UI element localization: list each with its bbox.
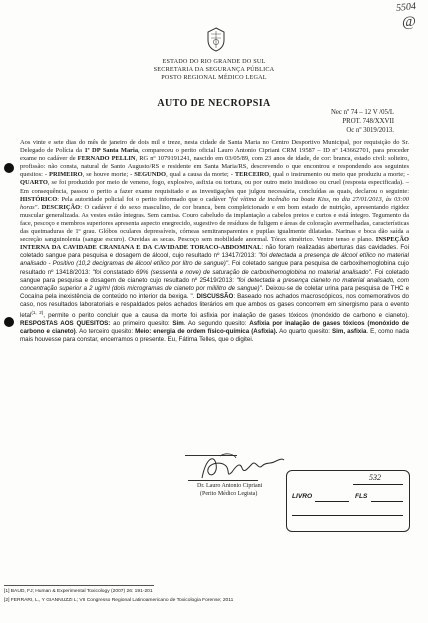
body-text: , qual a causa da morte; - [166,171,235,179]
occurrence-number: Oc nº 3019/2013. [346,127,394,134]
police-quote: "foi vítima de incêndio na boate Kiss, no dia 27/01/2013, às 03:00 horas" [20,195,409,211]
section-label-internal-inspection: INSPEÇÃO INTERNA DA CAVIDADE CRANIANA E DA CAVIDADE TORACO-ABDOMINAL [20,236,409,252]
body-text: . E, como nada mais houvesse para constar, encerramos o presente. Eu, Fátima Telles, que o digitei. [20,328,410,344]
footnote-1: [1] BAUD, FJ; Human & Experimental Toxicology (2007) 26: 191-201 [4,589,153,594]
answer-4: Sim, asfixia [332,328,367,336]
body-text: : O cadáver é do sexo masculino, de cor branca, bem compleicionado e em bom estado de nutrição, apresentando rigidez muscular generalizada. As vestes estão íntegras. Sem camisa. Couro cabeludo da implantação a cabelos pretos e curtos e está íntegro. Tegumento da face, pescoço e membros superiores apresenta aspecto enegrecido, sugestivo de resíduos de fuligem e áreas de coloração avermelhadas, características das queimaduras de 1º grau. Glóbos oculares depressíveis, córneas semitransparentes e pupilas igualmente dilatadas. Narinas e boca dão saída a secreção sanguinolenta (sangue escuro). Ouvidas as secas. Pescoço sem mobilidade anormal. Tórax simétrico. Ventre tenso e plano. [20,203,410,244]
stamp-book-line [315,501,349,502]
stamp-book-label: LIVRO [292,493,313,500]
punch-hole [4,317,14,327]
section-label-discussion: DISCUSSÃO [196,292,234,300]
answer-3: Meio: energia de ordem físico-química (Asfixia). [135,328,278,336]
signatory-title: (Perito Médico Legista) [200,491,258,497]
body-text: . Ao segundo quesito: [183,320,250,328]
police-station: 1ª DP Santa Maria [84,147,139,155]
footnote-2: [2] FERRARI, L., Y GIANNUZZI L; VII Congresso Regional Latinoamericano de Toxicologia Forense; 2011 [4,598,234,603]
footnote-rule [4,585,154,586]
punch-hole [4,163,14,173]
protocol-stamp [286,470,410,532]
body-text: , se houve morte; - [82,171,135,179]
body-text: . Deixou-se de coletar urina para pesquisa de THC e Cocaína pela inexistência de conteúdo no interior da bexiga. ". [20,284,410,300]
stamp-protocol-value: 532 [369,473,381,482]
necropsy-number: Nec nº 74 – 12 V /05/L [330,109,394,116]
question-label: TERCEIRO [234,171,270,179]
footnote-ref: (1, 2) [31,309,44,315]
body-text: , RG nº 1079191241, nascido em 03/05/89, com 23 anos de idade, de cor: branca, estado civil: solteiro, profissão: não consta, natural de Santo Augusto/RS e residente em Santa Maria/RS, descrevendo o que encontrou e respondendo aos seguintes quesitos: - [20,155,409,179]
body-text: , permite o perito concluir que a causa da morte foi asfixia por inalação de gases tóxicos (monóxido de carbono e cianeto). [43,312,409,320]
document-title: AUTO DE NECROPSIA [157,98,271,109]
body-text: , qual o instrumento ou meio que produziu a morte; - [269,171,409,179]
question-label: QUARTO [20,179,48,187]
protocol-reference: PROT. 748/XXVII [342,118,394,125]
body-text: : não foram realizadas aberturas das cavidades. Foi coletado sangue para pesquisa e dosagem de álcool, cujo resultado nº 13417/2013: [20,244,409,260]
section-label-answers: RESPOSTAS AOS QUESITOS: [20,320,111,328]
header-post: POSTO REGIONAL MÉDICO LEGAL [161,74,267,81]
body-text: . Foi coletado sangue para pesquisa de carboxihemoglobina cujo resultado nº 13418/2013: [20,260,409,276]
folio-number: 5504 [395,0,417,15]
report-body [20,139,409,344]
lab-result-alcohol: "foi detectada a presença de álcool etílico no material analisado - Positivo (10,2 decigramas de álcool etílico por litro de sangue)" [20,252,409,268]
section-label-description: DESCRIÇÃO [41,203,81,211]
header-secretariat: SECRETARIA DA SEGURANÇA PÚBLICA [153,66,275,73]
folio-mark: @ [402,14,416,30]
body-text: Aos vinte e sete dias do mês de janeiro de dois mil e treze, nesta cidade de Santa Maria no Centro Desportivo Municipal, por requisição do Sr. Delegado de Polícia da [20,139,409,155]
body-text: Ao quarto quesito: [277,328,333,336]
state-coat-of-arms-icon [206,27,226,52]
stamp-protocol-line [353,484,403,485]
body-text: : Baseado nos achados macroscópicos, nos comemorativos do caso, nos resultados laboratoriais e respaldados pelos achados literários em que ambos os gases concorrem em sinergismo para o evento letal [20,292,410,320]
header-state: ESTADO DO RIO GRANDE DO SUL [162,58,266,65]
answer-1: Sim [172,320,184,328]
lab-result-carboxyhemoglobin: "foi constatado 69% (sessenta e nove) de saturação de carboxihemoglobina no material analisado" [92,268,371,276]
body-text: , compareceu o perito oficial Lauro Antonio Cipriani CRM 19587 – ID nº 143662701, para proceder exame no cadáver de [20,147,409,163]
stamp-page-label: FLS [355,493,368,500]
section-label-history: HISTÓRICO [20,195,58,203]
body-text: . Foi coletado sangue para pesquisa e dosagem de cianeto cujo resultado nº 25419/2013: [20,268,409,284]
body-text: . [37,203,42,211]
body-text: . Ao terceiro quesito: [75,328,136,336]
question-label: SEGUNDO [134,171,167,179]
stamp-page-line [371,501,403,502]
signature-line [188,480,258,481]
body-text: , se foi produzido por meio de veneno, fogo, explosivo, asfixia ou tortura, ou por outro meio insidioso ou cruel (resposta especificada). – Em consequência, passou o perito a fazer exame requisitado e as investigações que julgou necessária, concluídas as quais, declarou o seguinte: [20,179,409,195]
deceased-name: FERNADO PELLIN [77,155,136,163]
body-text: ao primeiro quesito: [110,320,173,328]
question-label: PRIMEIRO [49,171,83,179]
answer-2: Asfixia por inalação de gases tóxicos (monóxido de carbono e cianeto) [20,320,410,336]
body-text: : Pela autoridade policial foi o perito informado que o cadáver [57,195,229,203]
lab-result-cyanide: "foi detectada a presença cianeto no material analisado, com concentração superior a 2 ug/ml (dois microgramas de cianeto por mililitro de sangue)" [20,276,409,292]
signatory-name: Dr. Lauro Antonio Cipriani [197,483,263,489]
stamp-signature-line [292,515,403,516]
